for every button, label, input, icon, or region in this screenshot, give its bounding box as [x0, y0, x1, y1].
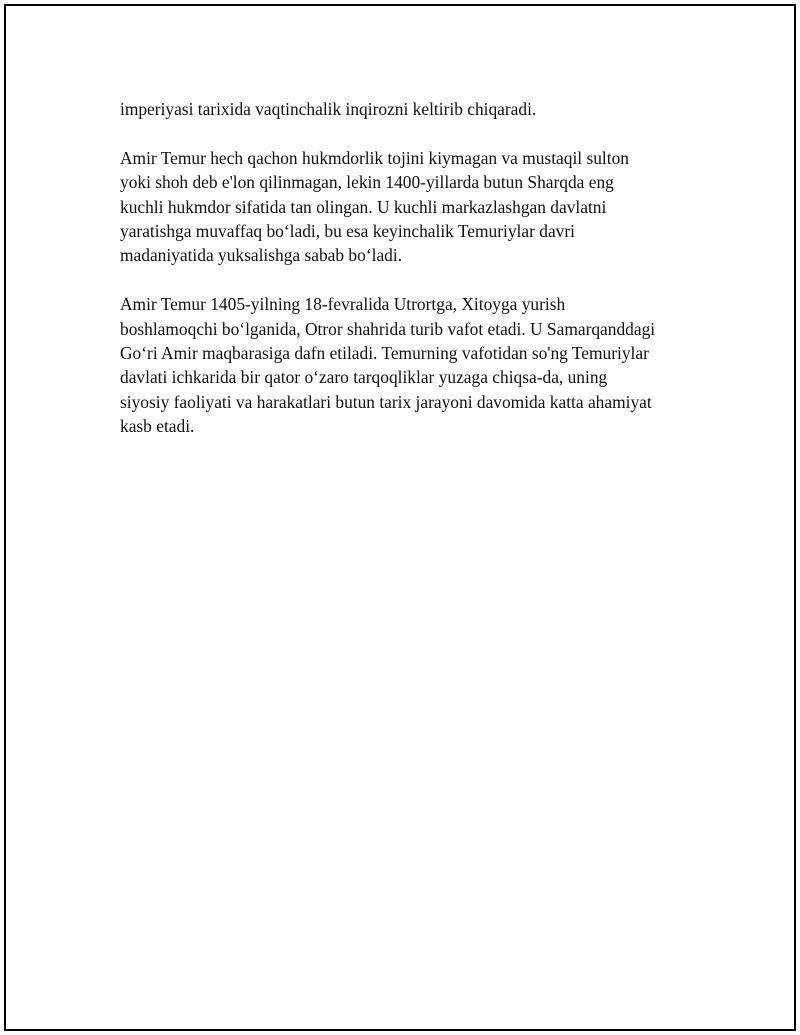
text-line: madaniyatida yuksalishga sabab bo‘ladi. [120, 245, 403, 266]
document-page [4, 4, 796, 1031]
text-line: yaratishga muvaffaq bo‘ladi, bu esa keyinchalik Temuriylar davri [120, 221, 575, 242]
text-line: kuchli hukmdor sifatida tan olingan. U kuchli markazlashgan davlatni [120, 196, 607, 217]
text-line: Go‘ri Amir maqbarasiga dafn etiladi. Temurning vafotidan so'ng Temuriylar [120, 343, 649, 364]
text-line: yoki shoh deb e'lon qilinmagan, lekin 1400-yillarda butun Sharqda eng [120, 172, 614, 193]
paragraph-2 [120, 146, 700, 268]
text-line: davlati ichkarida bir qator o‘zaro tarqoqliklar yuzaga chiqsa-da, uning [120, 367, 608, 388]
document-body [120, 97, 700, 463]
text-line: imperiyasi tarixida vaqtinchalik inqirozni keltirib chiqaradi. [120, 99, 537, 119]
text-line: siyosiy faoliyati va harakatlari butun tarix jarayoni davomida katta ahamiyat [120, 391, 652, 412]
text-line: boshlamoqchi bo‘lganida, Otror shahrida turib vafot etadi. U Samarqanddagi [120, 318, 656, 339]
text-line: Amir Temur 1405-yilning 18-fevralida Utrortga, Xitoyga yurish [120, 294, 566, 315]
text-line: Amir Temur hech qachon hukmdorlik tojini kiymagan va mustaqil sulton [120, 147, 629, 168]
paragraph-1 [120, 97, 700, 121]
text-line: kasb etadi. [120, 416, 195, 437]
paragraph-3 [120, 292, 700, 438]
